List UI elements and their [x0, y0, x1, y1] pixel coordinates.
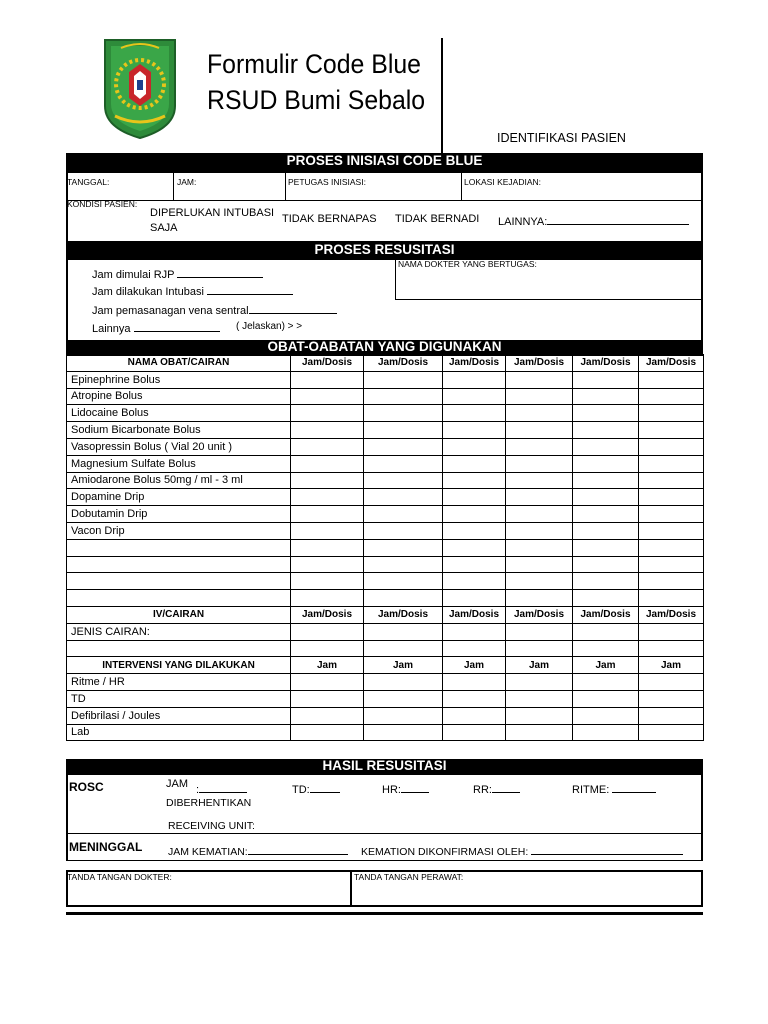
table-row — [67, 707, 704, 724]
row-label: Lab — [67, 724, 291, 741]
entry-cell[interactable] — [443, 590, 506, 607]
entry-cell[interactable] — [573, 690, 639, 707]
cpr-start-time — [92, 266, 263, 281]
entry-cell[interactable] — [364, 590, 443, 607]
entry-cell[interactable] — [506, 489, 573, 506]
entry-cell[interactable] — [443, 371, 506, 388]
entry-cell[interactable] — [291, 388, 364, 405]
entry-cell[interactable] — [506, 405, 573, 422]
entry-cell[interactable] — [639, 422, 704, 439]
table-row — [67, 455, 704, 472]
row-label: Dopamine Drip — [67, 489, 291, 506]
entry-cell[interactable] — [443, 623, 506, 640]
entry-cell[interactable] — [364, 690, 443, 707]
option-other-label: LAINNYA: — [498, 216, 548, 228]
column-header: Jam/Dosis — [443, 355, 506, 372]
result-row-divider — [66, 833, 703, 834]
row-label: Vasopressin Bolus ( Vial 20 unit ) — [67, 438, 291, 455]
entry-cell[interactable] — [573, 674, 639, 691]
entry-cell[interactable] — [639, 489, 704, 506]
row-label: Amiodarone Bolus 50mg / ml - 3 ml — [67, 472, 291, 489]
column-header: Jam — [639, 657, 704, 674]
entry-cell[interactable] — [443, 388, 506, 405]
entry-cell[interactable] — [291, 438, 364, 455]
entry-cell[interactable] — [443, 472, 506, 489]
table-row — [67, 640, 704, 657]
entry-cell[interactable] — [506, 472, 573, 489]
iv-header-row — [67, 606, 704, 623]
footer-rule — [66, 912, 703, 915]
result-heading: HASIL RESUSITASI — [66, 759, 703, 775]
row-label: Epinephrine Bolus — [67, 371, 291, 388]
column-header: Jam — [573, 657, 639, 674]
entry-cell[interactable] — [291, 623, 364, 640]
entry-cell[interactable] — [364, 506, 443, 523]
entry-cell[interactable] — [506, 539, 573, 556]
cpr-blank — [177, 266, 263, 278]
entry-cell[interactable] — [639, 590, 704, 607]
entry-cell[interactable] — [364, 455, 443, 472]
table-row — [67, 405, 704, 422]
entry-cell[interactable] — [443, 707, 506, 724]
entry-cell[interactable] — [443, 455, 506, 472]
entry-cell[interactable] — [364, 724, 443, 741]
table-row — [67, 590, 704, 607]
entry-cell[interactable] — [573, 422, 639, 439]
entry-cell[interactable] — [506, 371, 573, 388]
entry-cell[interactable] — [506, 522, 573, 539]
entry-cell[interactable] — [506, 573, 573, 590]
rhythm-label: RITME: — [572, 784, 610, 796]
row-label: Lidocaine Bolus — [67, 405, 291, 422]
table-row — [67, 674, 704, 691]
table-row — [67, 388, 704, 405]
entry-cell[interactable] — [573, 371, 639, 388]
option-other — [498, 213, 689, 228]
table-row — [67, 489, 704, 506]
entry-cell[interactable] — [573, 724, 639, 741]
column-header: Jam/Dosis — [506, 355, 573, 372]
entry-cell[interactable] — [506, 590, 573, 607]
entry-cell[interactable] — [291, 472, 364, 489]
entry-cell[interactable] — [573, 489, 639, 506]
death-confirmed — [361, 843, 683, 858]
rhythm-field — [572, 781, 656, 796]
row-label: Dobutamin Drip — [67, 506, 291, 523]
column-header: Jam/Dosis — [291, 355, 364, 372]
entry-cell[interactable] — [573, 707, 639, 724]
entry-cell[interactable] — [639, 506, 704, 523]
entry-cell[interactable] — [639, 472, 704, 489]
entry-cell[interactable] — [573, 506, 639, 523]
medication-table — [66, 354, 704, 741]
entry-cell[interactable] — [506, 674, 573, 691]
table-row — [67, 472, 704, 489]
entry-cell[interactable] — [364, 438, 443, 455]
medication-header-row — [67, 355, 704, 372]
entry-cell[interactable] — [291, 640, 364, 657]
entry-cell[interactable] — [506, 707, 573, 724]
column-header: Jam/Dosis — [573, 355, 639, 372]
entry-cell[interactable] — [443, 506, 506, 523]
option-no-pulse: TIDAK BERNADI — [395, 213, 480, 225]
death-confirmed-blank — [531, 843, 683, 855]
table-row — [67, 623, 704, 640]
option-not-breathing: TIDAK BERNAPAS — [282, 213, 377, 225]
rosc-time-colon: : — [196, 784, 200, 796]
entry-cell[interactable] — [364, 522, 443, 539]
signature-divider — [350, 870, 352, 907]
entry-cell[interactable] — [443, 422, 506, 439]
entry-cell[interactable] — [364, 539, 443, 556]
form-title: Formulir Code Blue — [207, 49, 421, 79]
table-row — [67, 371, 704, 388]
rhythm-blank — [612, 781, 656, 793]
rr-blank — [492, 781, 520, 793]
cpr-start-label: Jam dimulai RJP — [92, 269, 175, 281]
table-row — [67, 690, 704, 707]
other-procedure-blank — [134, 320, 220, 332]
rosc-time-label: JAM — [166, 778, 188, 790]
entry-cell[interactable] — [364, 371, 443, 388]
receiving-unit-label: RECEIVING UNIT: — [168, 820, 255, 832]
column-header: Jam/Dosis — [291, 606, 364, 623]
entry-cell[interactable] — [291, 422, 364, 439]
entry-cell[interactable] — [639, 556, 704, 573]
initiator-label: PETUGAS INISIASI: — [288, 177, 366, 187]
entry-cell[interactable] — [443, 438, 506, 455]
column-header: Jam/Dosis — [443, 606, 506, 623]
column-header: INTERVENSI YANG DILAKUKAN — [67, 657, 291, 674]
table-row — [67, 724, 704, 741]
death-time-label: JAM KEMATIAN: — [168, 846, 248, 858]
hr-label: HR: — [382, 784, 401, 796]
entry-cell[interactable] — [364, 640, 443, 657]
entry-cell[interactable] — [639, 371, 704, 388]
intubation-blank — [207, 283, 293, 295]
row-label — [67, 539, 291, 556]
entry-cell[interactable] — [639, 573, 704, 590]
entry-cell[interactable] — [443, 724, 506, 741]
date-label: TANGGAL: — [67, 177, 110, 187]
entry-cell[interactable] — [639, 522, 704, 539]
entry-cell[interactable] — [291, 489, 364, 506]
death-time-blank — [248, 843, 348, 855]
time-label: JAM: — [177, 177, 197, 187]
entry-cell[interactable] — [443, 489, 506, 506]
entry-cell[interactable] — [639, 707, 704, 724]
intubation-label: Jam dilakukan Intubasi — [92, 286, 204, 298]
entry-cell[interactable] — [506, 724, 573, 741]
initiation-col-divider — [173, 172, 174, 200]
entry-cell[interactable] — [639, 455, 704, 472]
entry-cell[interactable] — [639, 539, 704, 556]
entry-cell[interactable] — [573, 556, 639, 573]
entry-cell[interactable] — [291, 522, 364, 539]
entry-cell[interactable] — [573, 522, 639, 539]
entry-cell[interactable] — [639, 640, 704, 657]
row-label: Sodium Bicarbonate Bolus — [67, 422, 291, 439]
entry-cell[interactable] — [443, 522, 506, 539]
rosc-time — [196, 781, 247, 796]
resuscitation-heading: PROSES RESUSITASI — [66, 242, 703, 260]
entry-cell[interactable] — [364, 623, 443, 640]
rr-label: RR: — [473, 784, 492, 796]
entry-cell[interactable] — [639, 724, 704, 741]
entry-cell[interactable] — [291, 724, 364, 741]
entry-cell[interactable] — [443, 674, 506, 691]
entry-cell[interactable] — [573, 590, 639, 607]
entry-cell[interactable] — [639, 690, 704, 707]
entry-cell[interactable] — [573, 438, 639, 455]
location-label: LOKASI KEJADIAN: — [464, 177, 541, 187]
td-blank — [310, 781, 340, 793]
entry-cell[interactable] — [506, 623, 573, 640]
row-label — [67, 640, 291, 657]
option-intubation: DIPERLUKAN INTUBASI — [150, 207, 275, 219]
column-header: Jam — [291, 657, 364, 674]
hospital-name: RSUD Bumi Sebalo — [207, 85, 426, 115]
entry-cell[interactable] — [573, 573, 639, 590]
table-row — [67, 422, 704, 439]
row-label: JENIS CAIRAN: — [67, 623, 291, 640]
initiation-heading: PROSES INISIASI CODE BLUE — [66, 153, 703, 172]
entry-cell[interactable] — [443, 405, 506, 422]
central-line-label: Jam pemasanagan vena sentral — [92, 305, 249, 317]
rr-field — [473, 781, 520, 796]
td-label: TD: — [292, 784, 310, 796]
entry-cell[interactable] — [364, 674, 443, 691]
column-header: IV/CAIRAN — [67, 606, 291, 623]
entry-cell[interactable] — [639, 674, 704, 691]
td-field — [292, 781, 340, 796]
table-row — [67, 539, 704, 556]
column-header: Jam/Dosis — [364, 606, 443, 623]
entry-cell[interactable] — [291, 455, 364, 472]
table-row — [67, 506, 704, 523]
entry-cell[interactable] — [291, 573, 364, 590]
central-line-blank — [249, 302, 337, 314]
entry-cell[interactable] — [291, 674, 364, 691]
hr-blank — [401, 781, 429, 793]
intubation-time — [92, 283, 293, 298]
other-blank — [547, 213, 689, 225]
entry-cell[interactable] — [291, 539, 364, 556]
entry-cell[interactable] — [364, 388, 443, 405]
entry-cell[interactable] — [506, 690, 573, 707]
table-row — [67, 573, 704, 590]
option-intubation-cont: SAJA — [150, 222, 178, 234]
entry-cell[interactable] — [364, 422, 443, 439]
death-time — [168, 843, 348, 858]
entry-cell[interactable] — [573, 640, 639, 657]
row-label: TD — [67, 690, 291, 707]
entry-cell[interactable] — [639, 388, 704, 405]
entry-cell[interactable] — [506, 455, 573, 472]
entry-cell[interactable] — [364, 556, 443, 573]
column-header: Jam/Dosis — [506, 606, 573, 623]
rosc-time-blank — [199, 781, 247, 793]
entry-cell[interactable] — [291, 506, 364, 523]
entry-cell[interactable] — [291, 590, 364, 607]
entry-cell[interactable] — [291, 690, 364, 707]
entry-cell[interactable] — [506, 640, 573, 657]
initiation-col-divider — [461, 172, 462, 200]
row-label: Magnesium Sulfate Bolus — [67, 455, 291, 472]
death-confirmed-label: KEMATION DIKONFIRMASI OLEH: — [361, 846, 529, 858]
row-label: Defibrilasi / Joules — [67, 707, 291, 724]
intervention-header-row — [67, 657, 704, 674]
hr-field — [382, 781, 429, 796]
row-label: Ritme / HR — [67, 674, 291, 691]
column-header: Jam — [443, 657, 506, 674]
entry-cell[interactable] — [291, 371, 364, 388]
deceased-label: MENINGGAL — [69, 840, 143, 854]
table-row — [67, 438, 704, 455]
entry-cell[interactable] — [506, 556, 573, 573]
column-header: NAMA OBAT/CAIRAN — [67, 355, 291, 372]
header-divider — [441, 38, 443, 154]
doctor-signature-label: TANDA TANGAN DOKTER: — [67, 872, 172, 882]
stopped-label: DIBERHENTIKAN — [166, 797, 252, 809]
column-header: Jam/Dosis — [364, 355, 443, 372]
row-label: Atropine Bolus — [67, 388, 291, 405]
entry-cell[interactable] — [291, 556, 364, 573]
entry-cell[interactable] — [291, 707, 364, 724]
column-header: Jam/Dosis — [639, 606, 704, 623]
medication-heading: OBAT-OABATAN YANG DIGUNAKAN — [66, 340, 703, 356]
entry-cell[interactable] — [443, 556, 506, 573]
column-header: Jam — [506, 657, 573, 674]
entry-cell[interactable] — [639, 623, 704, 640]
entry-cell[interactable] — [506, 388, 573, 405]
hospital-logo-icon — [101, 36, 179, 140]
entry-cell[interactable] — [291, 405, 364, 422]
entry-cell[interactable] — [364, 707, 443, 724]
entry-cell[interactable] — [506, 506, 573, 523]
entry-cell[interactable] — [573, 623, 639, 640]
entry-cell[interactable] — [573, 472, 639, 489]
initiation-row-divider — [66, 200, 703, 201]
row-label — [67, 573, 291, 590]
entry-cell[interactable] — [573, 388, 639, 405]
condition-label: KONDISI PASIEN: — [67, 199, 138, 209]
rosc-label: ROSC — [69, 780, 104, 794]
entry-cell[interactable] — [364, 405, 443, 422]
entry-cell[interactable] — [443, 690, 506, 707]
column-header: Jam — [364, 657, 443, 674]
entry-cell[interactable] — [364, 573, 443, 590]
entry-cell[interactable] — [573, 405, 639, 422]
entry-cell[interactable] — [364, 489, 443, 506]
row-label: Vacon Drip — [67, 522, 291, 539]
explain-note: ( Jelaskan) > > — [236, 321, 303, 332]
table-row — [67, 556, 704, 573]
central-line-time — [92, 302, 337, 317]
column-header: Jam/Dosis — [639, 355, 704, 372]
other-procedure — [92, 320, 220, 335]
entry-cell[interactable] — [443, 539, 506, 556]
entry-cell[interactable] — [364, 472, 443, 489]
column-header: Jam/Dosis — [573, 606, 639, 623]
entry-cell[interactable] — [506, 422, 573, 439]
other-procedure-label: Lainnya — [92, 323, 131, 335]
entry-cell[interactable] — [639, 438, 704, 455]
initiation-col-divider — [285, 172, 286, 200]
row-label — [67, 556, 291, 573]
table-row — [67, 522, 704, 539]
doctor-label: NAMA DOKTER YANG BERTUGAS: — [398, 259, 537, 269]
entry-cell[interactable] — [443, 573, 506, 590]
entry-cell[interactable] — [443, 640, 506, 657]
entry-cell[interactable] — [639, 405, 704, 422]
nurse-signature-label: TANDA TANGAN PERAWAT: — [354, 872, 464, 882]
entry-cell[interactable] — [573, 455, 639, 472]
entry-cell[interactable] — [506, 438, 573, 455]
entry-cell[interactable] — [573, 539, 639, 556]
patient-id-label: IDENTIFIKASI PASIEN — [497, 131, 626, 145]
row-label — [67, 590, 291, 607]
